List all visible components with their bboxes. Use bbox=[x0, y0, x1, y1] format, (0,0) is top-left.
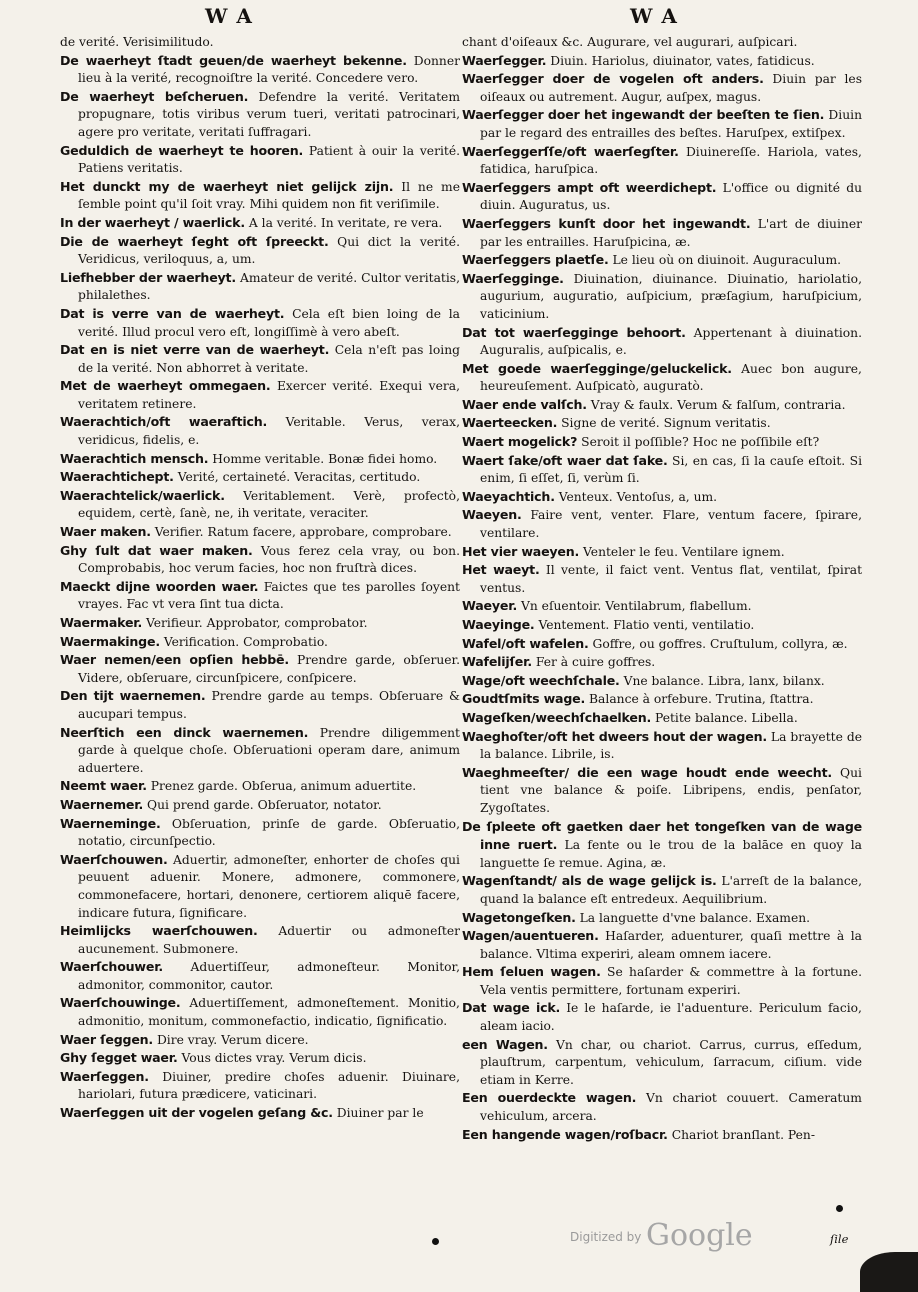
french-gloss: L'office ou dignité du diuin. bbox=[480, 180, 862, 213]
dictionary-entry bbox=[462, 70, 862, 106]
latin-gloss: Librile, is. bbox=[551, 747, 615, 762]
headword: Waerſchouwinge. bbox=[60, 995, 181, 1011]
french-gloss: La brayette de la balance. bbox=[480, 729, 862, 762]
headword: De ſpleete oft gaetken daer het tongeſken van de wage inne ruert. bbox=[462, 818, 862, 853]
dictionary-entry bbox=[462, 179, 862, 215]
french-gloss: Exercer verité. bbox=[276, 379, 373, 394]
headword: Waermakinge. bbox=[60, 633, 160, 649]
headword: Waerſegger doer het ingewandt der beeſten te ſien. bbox=[462, 107, 825, 123]
dictionary-entry bbox=[60, 922, 460, 958]
catchword: ſile bbox=[830, 1232, 849, 1246]
french-gloss: Prendre garde au temps. bbox=[211, 689, 374, 704]
french-gloss: Vn char, ou chariot. bbox=[556, 1037, 692, 1052]
digitized-by-label: Digitized by bbox=[570, 1230, 642, 1244]
dictionary-entry bbox=[462, 324, 862, 360]
french-gloss: Prenez garde. bbox=[150, 779, 238, 794]
dictionary-entry bbox=[60, 542, 460, 578]
dictionary-entry bbox=[462, 616, 862, 635]
latin-gloss: Pen- bbox=[787, 1127, 815, 1142]
dictionary-entry bbox=[462, 396, 862, 415]
french-gloss: Prendre garde, obſeruer. bbox=[296, 653, 460, 668]
headword: Heimlijcks waerſchouwen. bbox=[60, 923, 258, 939]
headword: Wafelijſer. bbox=[462, 654, 532, 670]
dictionary-entry bbox=[462, 543, 862, 562]
french-gloss: Faictes que tes parolles ſoyent vrayes. bbox=[78, 579, 460, 612]
french-gloss: Goffre, ou goffres. bbox=[592, 636, 707, 651]
headword: Waerſegger. bbox=[462, 52, 547, 68]
dictionary-entry bbox=[462, 635, 862, 654]
latin-gloss: Non abhorret à veritate. bbox=[156, 360, 309, 375]
french-gloss: La fente ou le trou de la balāce en quoy la languette ſe remue. bbox=[480, 838, 862, 870]
french-gloss: A la verité. bbox=[248, 215, 317, 230]
french-gloss: Venteler le feu. bbox=[583, 544, 678, 559]
dictionary-entry bbox=[60, 450, 460, 469]
dictionary-entry bbox=[60, 1068, 460, 1104]
dictionary-entry bbox=[60, 633, 460, 652]
latin-gloss: Cruſtulum, collyra, æ. bbox=[709, 636, 848, 651]
headword: Waerachtichept. bbox=[60, 469, 174, 485]
headword: Waerſegginge. bbox=[462, 270, 564, 286]
latin-gloss: Verum dicere. bbox=[221, 1032, 309, 1047]
headword: In der waerheyt / waerlick. bbox=[60, 214, 245, 230]
headword: Waernemingе. bbox=[60, 815, 161, 831]
latin-gloss: Libra, lanx, bilanx. bbox=[707, 673, 825, 688]
dictionary-entry bbox=[462, 52, 862, 71]
headword: Waerachtich mensch. bbox=[60, 450, 209, 466]
french-gloss: Si, en cas, ſi la cauſe eſtoit. bbox=[672, 453, 846, 468]
dictionary-entry bbox=[462, 1126, 862, 1145]
latin-gloss: Approbator, comprobator. bbox=[206, 616, 368, 630]
latin-gloss: In veritate, re vera. bbox=[320, 215, 443, 230]
headword: Waerachtelick/waerlick. bbox=[60, 487, 225, 503]
latin-gloss: Carrus, currus, eſſedum, plauſtrum, carpentum, vehiculum, ſarracum, ciſium. vide etiam in Kerre. bbox=[480, 1037, 862, 1087]
latin-gloss: Exequi vera, veritatem retinere. bbox=[78, 379, 460, 411]
latin-gloss: Auguralis, auſpicalis, e. bbox=[480, 343, 627, 358]
french-gloss: Faire vent, venter. bbox=[530, 508, 654, 523]
french-gloss: Qui dict la verité. bbox=[337, 234, 460, 249]
headword: Waer nemen/een opſien hebbē. bbox=[60, 652, 289, 668]
headword: Waert ſake/oft waer dat ſake. bbox=[462, 452, 668, 468]
headword: Wagenſtandt/ als de wage gelijck is. bbox=[462, 873, 717, 889]
headword: Waerſeggers plaetſe. bbox=[462, 252, 609, 268]
dictionary-entry bbox=[60, 994, 460, 1030]
headword: Dat is verre van de waerheyt. bbox=[60, 305, 285, 321]
latin-gloss: Libripens, endis, penſator, Zygoſtates. bbox=[480, 783, 862, 815]
french-gloss: Ventement. bbox=[538, 618, 610, 632]
headword: Waerachtich/oft waeraftich. bbox=[60, 414, 268, 430]
dictionary-entry bbox=[60, 815, 460, 851]
latin-gloss: Verisimilitudo. bbox=[123, 35, 214, 49]
dictionary-entry bbox=[60, 468, 460, 487]
headword: Een hangende wagen/roſbacr. bbox=[462, 1126, 668, 1142]
headword: Waernemer. bbox=[60, 796, 144, 812]
dictionary-entry bbox=[462, 215, 862, 251]
header-letters-left: W A bbox=[205, 4, 253, 28]
french-gloss: Cela n'eſt pas loing de la verité. bbox=[78, 343, 460, 375]
french-gloss: L'art de diuiner par les entrailles. bbox=[480, 216, 862, 249]
french-gloss: Diuin par le regard des entrailles des beſtes. bbox=[480, 108, 862, 140]
latin-gloss: Verus, verax, veridicus, fidelis, e. bbox=[78, 415, 460, 448]
french-gloss: Ie le haſarde, ie l'aduenture. bbox=[566, 1001, 753, 1016]
latin-gloss: Flare, ventum facere, ſpirare, ventilare. bbox=[480, 508, 862, 541]
dictionary-entry bbox=[462, 872, 862, 908]
french-gloss: Verifier. bbox=[154, 525, 204, 540]
dictionary-entry bbox=[462, 270, 862, 324]
headword: Dat en is niet verre van de waerheyt. bbox=[60, 342, 330, 358]
headword: Met de waerheyt ommegaen. bbox=[60, 378, 271, 394]
dictionary-entry bbox=[462, 764, 862, 818]
headword: Dat tot waerſegginge behoort. bbox=[462, 324, 686, 340]
latin-gloss: Verum dicis. bbox=[289, 1051, 367, 1066]
headword: Waerſeggen. bbox=[60, 1068, 149, 1084]
french-gloss: Vne balance. bbox=[623, 673, 705, 688]
french-gloss: Signe de verité. bbox=[561, 416, 660, 431]
latin-gloss: Examen. bbox=[756, 910, 811, 925]
dictionary-entry bbox=[60, 233, 460, 269]
latin-gloss: Ventoſus, a, um. bbox=[616, 489, 718, 504]
dictionary-entry bbox=[462, 999, 862, 1035]
latin-gloss: Comprobatio. bbox=[243, 634, 328, 649]
french-gloss: Balance à orfebure. bbox=[589, 692, 712, 707]
dictionary-entry bbox=[60, 796, 460, 815]
french-gloss: Amateur de verité. bbox=[239, 270, 358, 285]
running-header bbox=[0, 4, 918, 34]
french-gloss: Qui tient vne balance & poiſe. bbox=[480, 765, 862, 798]
dictionary-entry bbox=[60, 777, 460, 796]
headword: Liefhebber der waerheyt. bbox=[60, 269, 236, 285]
latin-gloss: Veracitas, certitudo. bbox=[294, 470, 421, 485]
french-gloss: Verification. bbox=[163, 634, 240, 649]
latin-gloss: Obſeruator, notator. bbox=[257, 797, 382, 812]
dictionary-entry bbox=[462, 728, 862, 764]
dictionary-entry bbox=[60, 523, 460, 542]
french-gloss: Aduertiſſeur, admoneſteur. bbox=[190, 960, 380, 975]
dictionary-column-left bbox=[60, 34, 460, 1123]
french-gloss: Verité, certaineté. bbox=[177, 470, 291, 485]
dictionary-entry bbox=[462, 690, 862, 709]
french-gloss: Diuiner, predire choſes aduenir. bbox=[162, 1069, 389, 1084]
page-edge-shadow bbox=[860, 1252, 918, 1292]
latin-gloss: Libella. bbox=[751, 710, 798, 725]
headword: Waerſeggers ampt oft weerdichept. bbox=[462, 179, 717, 195]
latin-gloss: Obſerua, animum aduertite. bbox=[241, 779, 417, 794]
latin-gloss: Monitor, admonitor, commonitor, cautor. bbox=[78, 960, 460, 992]
latin-gloss: Auguratus, us. bbox=[519, 198, 611, 213]
latin-gloss: Diuinatio, hariolatio, augurium, auguratio, auſpicium, præſagium, haruſpicium, vaticinium. bbox=[480, 271, 862, 321]
dictionary-entry bbox=[462, 818, 862, 873]
french-gloss: Aduertir ou admoneſter aucunement. bbox=[78, 924, 460, 956]
dictionary-entry bbox=[60, 341, 460, 377]
headword: Het dunckt my de waerheyt niet gelijck zijn. bbox=[60, 178, 394, 194]
french-gloss: Vn eſuentoir. bbox=[520, 599, 602, 614]
french-gloss: Cela eſt bien loing de la verité. bbox=[78, 306, 460, 339]
headword: Waeghmeeſter/ die een wage houdt ende weecht. bbox=[462, 764, 832, 780]
headword: Waer maken. bbox=[60, 524, 151, 540]
latin-gloss: Haruſpicina, æ. bbox=[593, 234, 691, 249]
latin-gloss: Comprobabis, hoc verum facies, hoc non fruſtrà dices. bbox=[78, 561, 417, 576]
headword: Waert mogelick? bbox=[462, 434, 578, 450]
latin-gloss: Cameratum vehiculum, arcera. bbox=[480, 1091, 862, 1124]
french-gloss: Appertenant à diuination. bbox=[693, 325, 862, 340]
french-gloss: Veritable. bbox=[285, 415, 346, 430]
headword: Waeyer. bbox=[462, 598, 518, 614]
french-gloss: Il ne me ſemble point qu'il ſoit vray. bbox=[78, 179, 460, 212]
dictionary-entry bbox=[462, 506, 862, 542]
french-gloss: Homme veritable. bbox=[212, 451, 325, 466]
french-gloss: Diuin. bbox=[550, 53, 588, 68]
french-gloss: Diuinereſſe. bbox=[685, 144, 761, 159]
dictionary-column-right bbox=[462, 34, 862, 1144]
headword: Waerteecken. bbox=[462, 415, 558, 431]
dictionary-entry bbox=[60, 851, 460, 922]
headword: Ghy ſegget waer. bbox=[60, 1050, 178, 1066]
latin-gloss: Ventilare ignem. bbox=[681, 544, 785, 559]
latin-gloss: Agina, æ. bbox=[606, 855, 667, 870]
headword: Wafel/oft wafelen. bbox=[462, 635, 589, 651]
dictionary-entry bbox=[462, 452, 862, 488]
dictionary-entry bbox=[60, 687, 460, 723]
dictionary-entry bbox=[60, 305, 460, 341]
latin-gloss: Augurare, vel augurari, auſpicari. bbox=[587, 35, 798, 49]
french-gloss: Auec bon augure, heureuſement. bbox=[480, 361, 862, 394]
french-gloss: chant d'oiſeaux &c. bbox=[462, 35, 584, 49]
latin-gloss: Signum veritatis. bbox=[663, 416, 771, 431]
latin-gloss: Hariola, vates, fatidica, haruſpica. bbox=[480, 144, 862, 177]
latin-gloss: Ventilabrum, flabellum. bbox=[605, 599, 752, 614]
dictionary-entry bbox=[60, 377, 460, 413]
headword: Waeyachtich. bbox=[462, 488, 555, 504]
french-gloss: Diuination, diuinance. bbox=[573, 271, 718, 286]
dictionary-entry bbox=[462, 1089, 862, 1125]
headword: Het waeyt. bbox=[462, 562, 540, 578]
latin-gloss: Cultor veritatis, philalethes. bbox=[78, 270, 460, 303]
latin-gloss: Trutina, ſtattra. bbox=[715, 692, 814, 707]
ink-dot bbox=[432, 1238, 439, 1245]
google-watermark: Google bbox=[646, 1218, 753, 1253]
french-gloss: Defendre la verité. bbox=[258, 89, 389, 104]
headword: Den tijt waernemen. bbox=[60, 688, 206, 704]
latin-gloss: Monere, admonere, commonere, commonefacere, hortari, denonere, certiorem aliquē facere, indicare futura, ſignificare. bbox=[78, 870, 460, 920]
latin-gloss: Verè, profectò, equidem, certè, ſanè, ne, ih veritate, veraciter. bbox=[78, 488, 460, 521]
dictionary-entry bbox=[462, 360, 862, 396]
french-gloss: Seroit il poſſible? bbox=[581, 435, 689, 450]
latin-gloss: Mihi quidem non fit veriſimile. bbox=[249, 197, 440, 212]
latin-gloss: Concedere vero. bbox=[315, 71, 419, 86]
headword: Waerſegger doer de vogelen oft anders. bbox=[462, 71, 764, 87]
dictionary-entry bbox=[60, 214, 460, 233]
dictionary-entry bbox=[60, 269, 460, 305]
headword: Waeyinge. bbox=[462, 617, 535, 632]
headword: Wageſken/weechſchaelken. bbox=[462, 709, 652, 725]
headword: De waerheyt beſcheruen. bbox=[60, 88, 249, 104]
latin-gloss: Haruſpex, extiſpex. bbox=[725, 125, 846, 140]
headword: Neerſtich een dinck waernemen. bbox=[60, 724, 309, 740]
latin-gloss: Vela ventis permittere, fortunam experiri. bbox=[480, 982, 741, 997]
dictionary-entry bbox=[60, 1049, 460, 1068]
latin-gloss: Submonere. bbox=[162, 941, 239, 956]
french-gloss: Diuiner par le bbox=[336, 1106, 424, 1121]
latin-gloss: Obſeruare & aucupari tempus. bbox=[78, 689, 460, 721]
headword: Met goede waerſegginge/geluckelick. bbox=[462, 360, 732, 376]
headword: Waerſeggers kunſt door het ingewandt. bbox=[462, 215, 751, 231]
dictionary-entry bbox=[60, 651, 460, 687]
latin-gloss: Obſeruationi operam dare, animum aduertere. bbox=[78, 743, 460, 775]
dictionary-entry bbox=[60, 34, 460, 52]
french-gloss: Verifieur. bbox=[146, 616, 203, 630]
ink-dot bbox=[836, 1205, 843, 1212]
dictionary-entry bbox=[462, 414, 862, 433]
headword: Dat wage ick. bbox=[462, 1000, 561, 1016]
dictionary-entry bbox=[60, 413, 460, 449]
latin-gloss: Fac vt vera ſint tua dicta. bbox=[126, 597, 284, 612]
headword: Wage/oft weechſchale. bbox=[462, 672, 620, 688]
french-gloss: Vous ferez cela vray, ou bon. bbox=[260, 543, 460, 558]
french-gloss: Qui prend garde. bbox=[146, 797, 254, 812]
latin-gloss: Augur, auſpex, magus. bbox=[621, 89, 762, 104]
dictionary-entry bbox=[60, 178, 460, 214]
dictionary-entry bbox=[60, 1031, 460, 1050]
french-gloss: Vray & faulx. bbox=[590, 397, 674, 412]
headword: Ghy ſult dat waer maken. bbox=[60, 542, 253, 558]
latin-gloss: Illud procul vero eſt, longiſſimè à vero abeſt. bbox=[122, 324, 400, 339]
headword: Waerſeggen uit der vogelen geſang &c. bbox=[60, 1105, 333, 1121]
headword: Waeghoſter/oft het dweers hout der wagen. bbox=[462, 728, 767, 744]
headword: Waeyen. bbox=[462, 507, 522, 523]
dictionary-entry bbox=[462, 963, 862, 999]
latin-gloss: Videre, obſeruare, circunſpicere, conſpicere. bbox=[78, 670, 357, 685]
headword: Het vier waeyen. bbox=[462, 543, 580, 559]
headword: Maeckt dijne woorden waer. bbox=[60, 578, 259, 594]
dictionary-entry bbox=[462, 433, 862, 452]
headword: Goudtſmits wage. bbox=[462, 691, 586, 707]
french-gloss: de verité. bbox=[60, 35, 120, 49]
headword: Een ouerdeckte wagen. bbox=[462, 1090, 637, 1106]
dictionary-entry bbox=[60, 614, 460, 633]
french-gloss: Se haſarder & commettre à la fortune. bbox=[607, 965, 862, 980]
dictionary-entry bbox=[462, 653, 862, 672]
french-gloss: Chariot branſlant. bbox=[671, 1127, 784, 1142]
french-gloss: Aduertiſſement, admoneſtement. bbox=[189, 996, 400, 1011]
french-gloss: La languette d'vne balance. bbox=[579, 910, 753, 925]
headword: Waermaker. bbox=[60, 615, 143, 630]
french-gloss: Veritablement. bbox=[243, 488, 336, 503]
headword: Waerſchouwer. bbox=[60, 959, 163, 975]
header-letters-right: W A bbox=[630, 4, 678, 28]
french-gloss: Le lieu où on diuinoit. bbox=[612, 253, 750, 268]
dictionary-entry bbox=[462, 927, 862, 963]
dictionary-entry bbox=[462, 34, 862, 52]
french-gloss: Patient à ouir la verité. bbox=[308, 143, 461, 158]
headword: Geduldich de waerheyt te hooren. bbox=[60, 142, 304, 158]
dictionary-entry bbox=[462, 672, 862, 691]
french-gloss: Fer à cuire goffres. bbox=[535, 655, 656, 670]
dictionary-entry bbox=[60, 52, 460, 88]
dictionary-entry bbox=[60, 724, 460, 778]
latin-gloss: Obſeruatio, notatio, circunſpectio. bbox=[78, 816, 460, 849]
french-gloss: L'arreſt de la balance, quand la balance eſt entredeux. bbox=[480, 874, 862, 906]
latin-gloss: Periculum facio, aleam iacio. bbox=[480, 1001, 862, 1034]
french-gloss: Obſeruation, prinſe de garde. bbox=[171, 816, 378, 831]
dictionary-entry bbox=[462, 106, 862, 142]
french-gloss: Venteux. bbox=[558, 489, 613, 504]
french-gloss: Aduertir, admoneſter, enhorter de choſes qui peuuent aduenir. bbox=[78, 852, 460, 885]
headword: Waerſchouwen. bbox=[60, 851, 168, 867]
french-gloss: Dire vray. bbox=[156, 1032, 218, 1047]
dictionary-entry bbox=[462, 251, 862, 270]
dictionary-entry bbox=[60, 958, 460, 994]
dictionary-entry bbox=[462, 1036, 862, 1090]
latin-gloss: Ratum facere, approbare, comprobare. bbox=[207, 525, 452, 540]
dictionary-entry bbox=[60, 578, 460, 614]
dictionary-entry bbox=[462, 909, 862, 928]
dictionary-entry bbox=[462, 561, 862, 597]
latin-gloss: Veritatem propugnare, totis viribus verum tueri, veritati patrocinari, agere pro veritate, veritati ſuffragari. bbox=[78, 89, 460, 139]
headword: Neemt waer. bbox=[60, 778, 147, 794]
dictionary-entry bbox=[60, 1104, 460, 1123]
dictionary-entry bbox=[462, 143, 862, 179]
french-gloss: Prendre diligemment garde à quelque choſe. bbox=[78, 725, 460, 758]
headword: Wagetongeſken. bbox=[462, 909, 576, 925]
latin-gloss: Flatio venti, ventilatio. bbox=[613, 618, 755, 632]
headword: Waer ſeggen. bbox=[60, 1031, 154, 1047]
headword: De waerheyt ſtadt geuen/de waerheyt bekenne. bbox=[60, 52, 407, 68]
latin-gloss: Auſpicatò, auguratò. bbox=[575, 379, 704, 394]
latin-gloss: Bonæ fidei homo. bbox=[328, 451, 438, 466]
latin-gloss: Monitio, admonitio, monitum, commonefactio, indicatio, ſignificatio. bbox=[78, 996, 460, 1029]
dictionary-entry bbox=[60, 88, 460, 142]
latin-gloss: Vltima experiri, aleam omnem iacere. bbox=[536, 946, 772, 961]
dictionary-entry bbox=[60, 142, 460, 178]
headword: Hem ſeluen wagen. bbox=[462, 964, 601, 980]
headword: Die de waerheyt ſeght oft ſpreeckt. bbox=[60, 233, 329, 249]
dictionary-entry bbox=[60, 487, 460, 523]
french-gloss: Il vente, il faict vent. bbox=[545, 563, 685, 578]
french-gloss: Donner lieu à la verité, recognoiſtre la verité. bbox=[78, 53, 460, 86]
french-gloss: Vn chariot couuert. bbox=[645, 1091, 779, 1106]
latin-gloss: Auguraculum. bbox=[752, 253, 842, 268]
french-gloss: Vous dictes vray. bbox=[181, 1051, 286, 1066]
dictionary-entry bbox=[462, 488, 862, 507]
headword: een Wagen. bbox=[462, 1036, 548, 1052]
latin-gloss: Veridicus, veriloquus, a, um. bbox=[78, 252, 256, 267]
latin-gloss: Ventus flat, ventilat, ſpirat ventus. bbox=[480, 563, 863, 595]
headword: Waerſeggerſſe/oft waerſegſter. bbox=[462, 143, 679, 159]
latin-gloss: Verum & falſum, contraria. bbox=[677, 397, 846, 412]
latin-gloss: Aequilibrium. bbox=[682, 891, 768, 906]
french-gloss: Diuin par les oiſeaux ou autrement. bbox=[480, 72, 863, 104]
latin-gloss: Hoc ne poſſibile eſt? bbox=[692, 435, 820, 450]
latin-gloss: Si enim, ſi eſſet, ſi, verùm ſi. bbox=[480, 453, 862, 486]
french-gloss: Haſarder, aduenturer, quaſi mettre à la balance. bbox=[480, 929, 862, 961]
latin-gloss: Hariolus, diuinator, vates, fatidicus. bbox=[591, 53, 815, 68]
french-gloss: Petite balance. bbox=[654, 710, 748, 725]
latin-gloss: Patiens veritatis. bbox=[78, 161, 183, 176]
headword: Wagen/auentueren. bbox=[462, 928, 599, 944]
headword: Waer ende valſch. bbox=[462, 396, 587, 412]
dictionary-entry bbox=[462, 709, 862, 728]
dictionary-entry bbox=[462, 597, 862, 616]
latin-gloss: Diuinare, hariolari, futura prædicere, vaticinari. bbox=[78, 1069, 460, 1102]
